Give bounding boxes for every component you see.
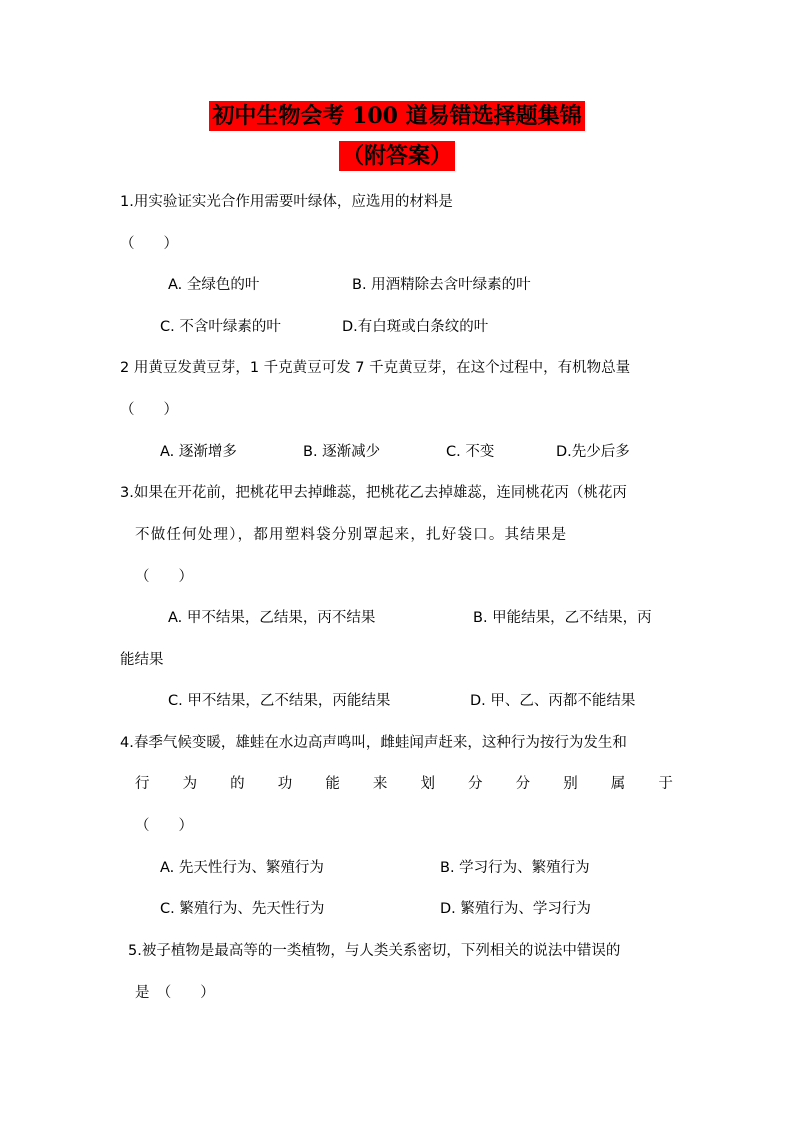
question-3-option-a: A. 甲不结果，乙结果，丙不结果 — [168, 610, 376, 626]
question-3-stem-line1: 3.如果在开花前，把桃花甲去掉雌蕊，把桃花乙去掉雄蕊，连同桃花丙（桃花丙 — [120, 485, 627, 501]
question-5-stem-line2: 是 （ ） — [135, 985, 215, 1001]
stem-char: 的 — [230, 776, 245, 792]
question-4-blank: （ ） — [135, 818, 193, 834]
question-1-option-c: C. 不含叶绿素的叶 — [160, 319, 281, 335]
question-3-blank: （ ） — [135, 569, 193, 585]
question-2-option-a: A. 逐渐增多 — [160, 444, 237, 460]
question-4-option-c: C. 繁殖行为、先天性行为 — [160, 901, 325, 917]
question-4-stem-line2 — [135, 774, 673, 794]
stem-char: 来 — [372, 776, 388, 792]
question-4-option-d: D. 繁殖行为、学习行为 — [440, 901, 591, 917]
stem-char: 为 — [182, 776, 198, 792]
stem-char: 划 — [420, 776, 435, 792]
document-title — [0, 103, 794, 129]
stem-char: 属 — [610, 776, 626, 792]
question-3-stem-line2: 不做任何处理），都用塑料袋分别罩起来，扎好袋口。其结果是 — [135, 527, 568, 543]
stem-char: 行 — [135, 776, 150, 792]
question-2-stem: 2 用黄豆发黄豆芽，1 千克黄豆可发 7 千克黄豆芽，在这个过程中，有机物总量 — [120, 360, 631, 376]
question-1-option-d: D.有白斑或白条纹的叶 — [342, 319, 489, 335]
question-1-option-b: B. 用酒精除去含叶绿素的叶 — [352, 277, 531, 293]
stem-char: 别 — [563, 776, 578, 792]
question-5-stem-line1: 5.被子植物是最高等的一类植物，与人类关系密切，下列相关的说法中错误的 — [128, 943, 621, 959]
question-1-stem: 1.用实验证实光合作用需要叶绿体，应选用的材料是 — [120, 194, 453, 210]
question-2-option-b: B. 逐渐减少 — [303, 444, 381, 460]
question-3-option-d: D. 甲、乙、丙都不能结果 — [470, 693, 636, 709]
question-3-option-b: B. 甲能结果，乙不结果，丙 — [473, 610, 652, 626]
question-2-option-c: C. 不变 — [446, 444, 495, 460]
stem-char: 于 — [658, 776, 673, 792]
question-1-option-a: A. 全绿色的叶 — [168, 277, 260, 293]
question-4-stem-line1: 4.春季气候变暖，雄蛙在水边高声鸣叫，雌蛙闻声赶来，这种行为按行为发生和 — [120, 735, 627, 751]
title-highlight: 初中生物会考 100 道易错选择题集锦 — [209, 101, 584, 131]
subtitle-highlight: （附答案） — [339, 141, 455, 171]
question-3-option-b-cont: 能结果 — [120, 652, 164, 668]
question-4-option-a: A. 先天性行为、繁殖行为 — [160, 860, 324, 876]
stem-char: 功 — [277, 776, 293, 792]
document-subtitle — [0, 143, 794, 169]
question-2-option-d: D.先少后多 — [556, 444, 630, 460]
question-4-option-b: B. 学习行为、繁殖行为 — [440, 860, 590, 876]
question-2-blank: （ ） — [120, 402, 178, 418]
stem-char: 能 — [325, 776, 340, 792]
stem-char: 分 — [515, 776, 531, 792]
stem-char: 分 — [468, 776, 483, 792]
question-3-option-c: C. 甲不结果，乙不结果，丙能结果 — [168, 693, 391, 709]
question-1-blank: （ ） — [120, 236, 178, 252]
